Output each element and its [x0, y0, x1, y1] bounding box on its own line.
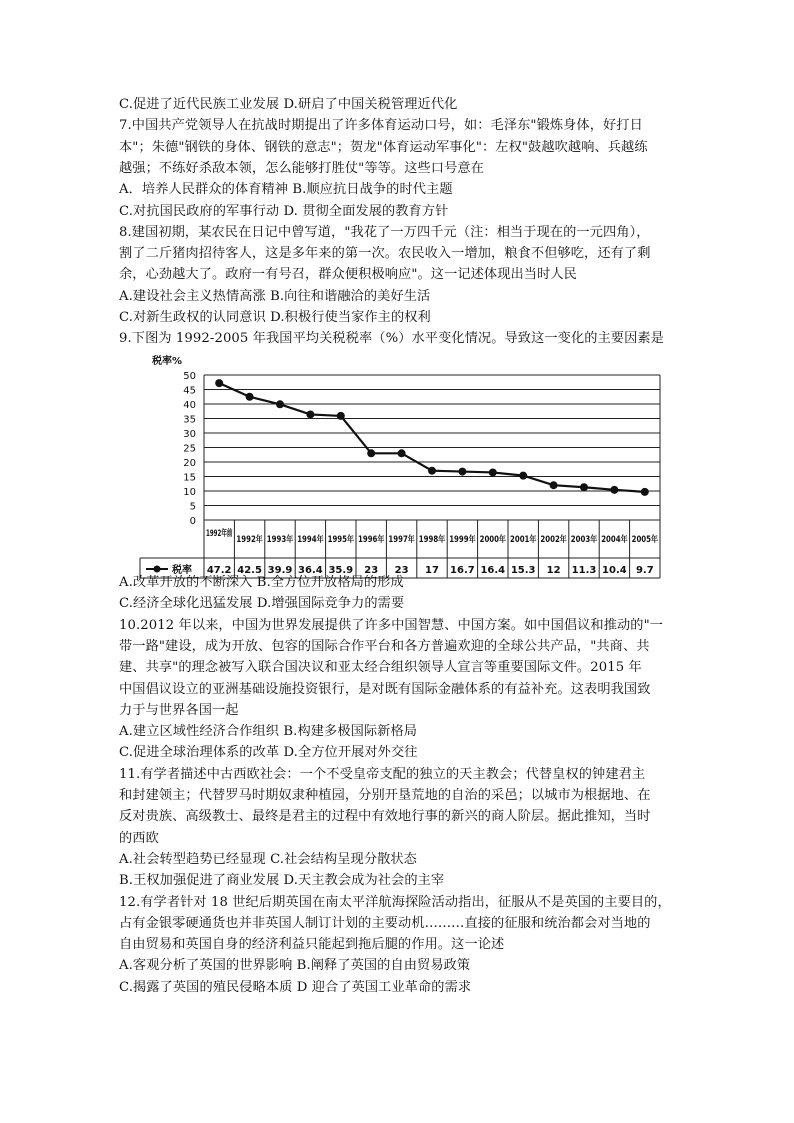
text-line: C.促进了近代民族工业发展 D.研启了中国关税管理近代化	[119, 97, 458, 112]
y-tick-label: 25	[183, 443, 196, 455]
y-tick-label: 0	[189, 516, 196, 527]
data-point	[550, 481, 558, 489]
value-label: 23	[364, 565, 379, 576]
text-line: C.对新生政权的认同意识 D.积极行使当家作主的权利	[119, 310, 431, 325]
data-point	[306, 410, 314, 418]
text-line: A.建立区域性经济合作组织 B.构建多极国际新格局	[119, 724, 418, 740]
tariff-rate-chart	[138, 350, 664, 576]
text-line: 自由贸易和英国自身的经济利益只能起到拖后腿的作用。这一论述	[119, 937, 505, 953]
text-line: 力于与世界各国一起	[119, 702, 239, 718]
y-tick-label: 40	[183, 400, 196, 411]
text-line: C.经济全球化迅猛发展 D.增强国际竞争力的需要	[119, 596, 405, 612]
y-tick-label: 50	[183, 371, 196, 382]
text-line: 越强；不练好杀敌本领，怎么能够打胜仗"等等。这些口号意在	[119, 160, 484, 176]
text-line: A．培养人民群众的体育精神 B.顺应抗日战争的时代主题	[119, 182, 453, 198]
text-line: 割了二斤猪肉招待客人，这是多年来的第一次。农民收入一增加，粮食不但够吃，还有了剩	[119, 246, 651, 262]
y-axis-label: 税率%	[152, 356, 183, 367]
y-tick-label: 45	[183, 385, 196, 397]
value-label: 35.9	[328, 565, 354, 576]
value-label: 9.7	[635, 565, 654, 576]
text-line: 余，心劲越大了。政府一有号召，群众便积极响应"。这一记述体现出当时人民	[119, 267, 577, 283]
text-line: 占有金银零硬通货也并非英国人制订计划的主要动机………直接的征服和统治都会对当地的	[119, 915, 651, 931]
text-line: 建、共享"的理念被写入联合国决议和亚太经合组织领导人宣言等重要国际文件。2015 年	[119, 660, 642, 676]
text-line: 9.下图为 1992-2005 年我国平均关税税率（%）水平变化情况。导致这一变化的主要因素是	[119, 331, 664, 347]
category-label: 1993年	[266, 535, 299, 545]
value-label: 15.3	[510, 565, 536, 576]
value-label: 17	[425, 565, 439, 576]
text-line: 11.有学者描述中古西欧社会：一个不受皇帝支配的独立的天主教会；代替皇权的钟建君主	[119, 766, 646, 782]
data-point	[246, 393, 254, 401]
text-line: 和封建领主；代替罗马时期奴隶种植园，分别开垦荒地的自治的采邑；以城市为根据地、在	[119, 788, 651, 803]
category-label: 2000年	[479, 535, 512, 545]
category-label: 1997年	[388, 535, 421, 545]
data-point	[610, 486, 618, 494]
value-label: 10.4	[602, 565, 627, 576]
text-line: A.客观分析了英国的世界影响 B.阐释了英国的自由贸易政策	[119, 958, 471, 974]
data-point	[519, 472, 527, 480]
category-label: 1995年	[327, 535, 360, 545]
text-line: C.对抗国民政府的军事行动 D. 贯彻全面发展的教育方针	[119, 203, 449, 219]
data-point	[580, 483, 588, 491]
category-label: 2002年	[540, 535, 573, 545]
data-point	[367, 449, 375, 457]
category-label: 2005年	[631, 535, 664, 545]
data-point	[276, 400, 284, 408]
value-label: 16.7	[450, 565, 475, 576]
y-tick-label: 10	[183, 487, 196, 498]
category-label: 1999年	[449, 535, 482, 545]
data-point	[337, 412, 345, 420]
text-line: A.建设社会主义热情高涨 B.向往和谐融洽的美好生活	[119, 288, 431, 304]
text-line: A.社会转型趋势已经显现 C.社会结构呈现分散状态	[119, 851, 417, 867]
category-label: 1998年	[418, 535, 451, 545]
legend-label: 税率	[172, 565, 192, 576]
data-point	[489, 468, 497, 476]
text-line: C.揭露了英国的殖民侵略本质 D 迎合了英国工业革命的需求	[119, 979, 472, 995]
text-line: 中国倡议设立的亚洲基础设施投资银行，是对既有国际金融体系的有益补充。这表明我国致	[119, 681, 651, 697]
category-label: 2001年	[510, 535, 543, 545]
y-tick-label: 30	[183, 429, 196, 440]
data-point	[215, 379, 223, 387]
value-label: 12	[546, 565, 561, 576]
data-point	[398, 449, 406, 457]
category-label: 1996年	[358, 535, 391, 545]
data-point	[458, 468, 466, 476]
text-line: 7.中国共产党领导人在抗战时期提出了许多体育运动口号，如：毛泽东"锻炼身体，好打日	[119, 118, 643, 134]
text-line: 10.2012 年以来，中国为世界发展提供了许多中国智慧、中国方案。如中国倡议和推动的"一	[119, 617, 664, 633]
text-line: 带一路"建设，成为开放、包容的国际合作平台和各方普遍欢迎的全球公共产品，"共商、共	[119, 638, 650, 654]
text-line: 的西欧	[119, 830, 159, 846]
value-label: 36.4	[298, 565, 323, 576]
text-line: 本"；朱德"钢铁的身体、钢铁的意志"；贺龙"体育运动军事化"：左权"鼓越吹越响、兵越练	[119, 139, 648, 155]
value-label: 16.4	[480, 565, 506, 576]
value-label: 42.5	[237, 565, 262, 576]
data-point	[428, 467, 436, 475]
y-tick-label: 5	[189, 501, 196, 513]
y-tick-label: 20	[183, 458, 196, 469]
value-label: 11.3	[571, 565, 597, 576]
text-line: B.王权加强促进了商业发展 D.天主教会成为社会的主宰	[119, 873, 445, 889]
text-line: 12.有学者针对 18 世纪后期英国在南太平洋航海探险活动指出，征服从不是英国的主要目的，	[119, 894, 671, 910]
text-line: 8.建国初期，某农民在日记中曾写道，"我花了一万四千元（注：相当于现在的一元四角），	[119, 224, 650, 240]
data-point	[641, 488, 649, 496]
category-label: 1994年	[297, 535, 330, 545]
text-line: C.促进全球治理体系的改革 D.全方位开展对外交往	[119, 745, 418, 761]
y-tick-label: 15	[183, 472, 196, 484]
value-label: 23	[394, 565, 409, 576]
text-line: A.改革开放的不断深入 B.全方位开放格局的形成	[119, 575, 404, 590]
text-line: 反对贵族、高级教士、最终是君主的过程中有效地行事的新兴的商人阶层。据此推知，当时	[119, 809, 651, 825]
y-tick-label: 35	[183, 414, 196, 426]
category-label: 1992年	[236, 535, 269, 545]
category-label: 1992年前	[206, 529, 250, 539]
category-label: 2003年	[570, 535, 603, 545]
value-label: 47.2	[206, 565, 232, 576]
category-label: 2004年	[601, 535, 634, 545]
value-label: 39.9	[267, 565, 293, 576]
legend-marker	[154, 566, 161, 573]
